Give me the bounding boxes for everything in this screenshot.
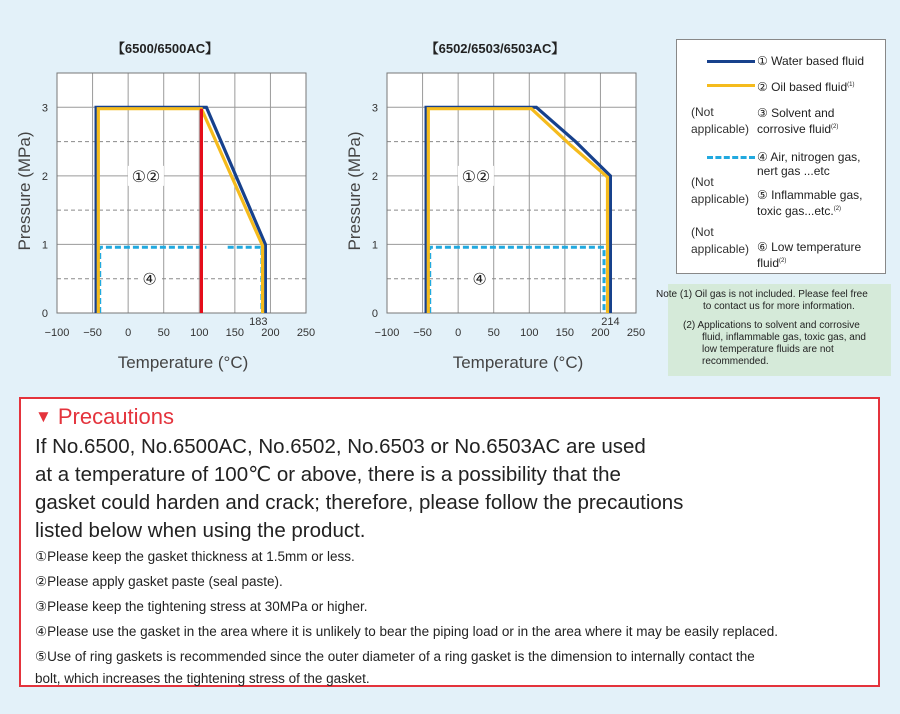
note-box xyxy=(656,284,891,376)
precaution-item: ①Please keep the gasket thickness at 1.5mm or less. xyxy=(35,549,355,564)
x-tick-label: 200 xyxy=(591,327,610,339)
x-tick-label: 100 xyxy=(520,327,539,339)
triangle-down-icon: ▼ xyxy=(35,407,52,426)
y-axis-label: Pressure (MPa) xyxy=(345,131,364,251)
legend-sup: (2) xyxy=(831,124,839,130)
precautions-main-text xyxy=(35,433,875,545)
region-label: ①② xyxy=(131,168,161,186)
precaution-item: ④Please use the gasket in the area where it is unlikely to bear the piping load or in the area where it may be easily replaced. xyxy=(35,624,779,639)
note-2-cont: recommended. xyxy=(702,356,769,367)
x-tick-label: 150 xyxy=(555,327,575,339)
x-tick-label: −50 xyxy=(413,327,432,339)
legend-not-applicable: (Not applicable) xyxy=(691,225,750,256)
y-tick-label: 1 xyxy=(41,239,48,252)
legend-line-water xyxy=(707,60,755,63)
x-tick-label: 200 xyxy=(261,327,280,339)
x-tick-label: −50 xyxy=(83,327,102,339)
precaution-item: ③Please keep the tightening stress at 30MPa or higher. xyxy=(35,599,368,614)
y-tick-label: 2 xyxy=(41,170,48,183)
y-tick-label: 3 xyxy=(371,102,378,115)
legend-line-oil xyxy=(707,84,755,87)
precaution-item: ②Please apply gasket paste (seal paste). xyxy=(35,574,283,589)
legend-line-air xyxy=(707,156,755,159)
note-1: Note (1) Oil gas is not included. Please feel free xyxy=(656,289,868,300)
y-tick-label: 1 xyxy=(371,239,378,252)
legend xyxy=(676,39,886,274)
legend-not-applicable: (Not applicable) xyxy=(691,105,750,136)
legend-label: ② Oil based fluid xyxy=(757,80,848,94)
x-axis-label: Temperature (°C) xyxy=(117,353,249,372)
y-axis-label: Pressure (MPa) xyxy=(15,131,34,251)
precautions-title xyxy=(35,404,174,430)
y-tick-label: 0 xyxy=(41,308,48,320)
precautions-title-text: Precautions xyxy=(57,404,175,429)
precautions-main-line: If No.6500, No.6500AC, No.6502, No.6503 or No.6503AC are used xyxy=(35,435,646,458)
precautions-main-line: gasket could harden and crack; therefore, please follow the precautions xyxy=(35,491,684,514)
legend-sup: (2) xyxy=(779,258,787,264)
chart-svg xyxy=(330,30,660,380)
x-tick-label: 0 xyxy=(125,327,132,339)
legend-not-applicable: (Not applicable) xyxy=(691,175,750,206)
x-tick-label: 50 xyxy=(157,327,170,339)
chart-svg xyxy=(0,30,330,380)
chart-title: 【6502/6503/6503AC】 xyxy=(425,41,565,56)
legend-label: ① Water based fluid xyxy=(757,54,865,68)
y-tick-label: 3 xyxy=(41,102,48,115)
x-tick-label: 150 xyxy=(225,327,245,339)
note-2-cont: fluid, inflammable gas, toxic gas, and xyxy=(702,332,866,343)
x-axis-label: Temperature (°C) xyxy=(452,353,584,372)
x-tick-label: 0 xyxy=(455,327,462,339)
precaution-item: ⑤Use of ring gaskets is recommended since the outer diameter of a ring gasket is the dimension to internally contact the xyxy=(35,649,755,664)
precautions-main-line: at a temperature of 100℃ or above, there is a possibility that the xyxy=(35,463,621,486)
legend-sup: (2) xyxy=(833,206,842,212)
x-tick-label: −100 xyxy=(374,327,400,339)
region-label: ④ xyxy=(472,271,487,289)
note-2-cont: low temperature fluids are not xyxy=(702,344,834,355)
legend-label: ⑤ Inflammable gas, toxic gas...etc. xyxy=(757,188,863,218)
temperature-limit-label: 183 xyxy=(249,316,268,328)
y-tick-label: 0 xyxy=(371,308,378,320)
x-tick-label: 50 xyxy=(487,327,500,339)
chart-6502-6503 xyxy=(330,30,660,385)
note-1-cont: to contact us for more information. xyxy=(703,301,855,312)
x-tick-label: 250 xyxy=(296,327,316,339)
legend-sup: (1) xyxy=(847,82,855,88)
precautions-box xyxy=(19,397,880,687)
legend-label: ⑥ Low temperature fluid xyxy=(757,240,862,270)
x-tick-label: 100 xyxy=(190,327,209,339)
legend-label: ③ Solvent and corrosive fluid xyxy=(757,106,835,136)
temperature-limit-label: 214 xyxy=(601,316,620,328)
chart-6500 xyxy=(0,30,330,385)
x-tick-label: −100 xyxy=(44,327,70,339)
y-tick-label: 2 xyxy=(371,170,378,183)
precaution-item: bolt, which increases the tightening stress of the gasket. xyxy=(35,671,370,686)
region-label: ①② xyxy=(461,168,491,186)
legend-label: ④ Air, nitrogen gas, nert gas ...etc xyxy=(757,150,861,178)
chart-title: 【6500/6500AC】 xyxy=(111,41,219,56)
precautions-main-line: listed below when using the product. xyxy=(35,519,366,542)
note-2: (2) Applications to solvent and corrosive xyxy=(683,320,860,331)
x-tick-label: 250 xyxy=(626,327,646,339)
region-label: ④ xyxy=(142,271,157,289)
